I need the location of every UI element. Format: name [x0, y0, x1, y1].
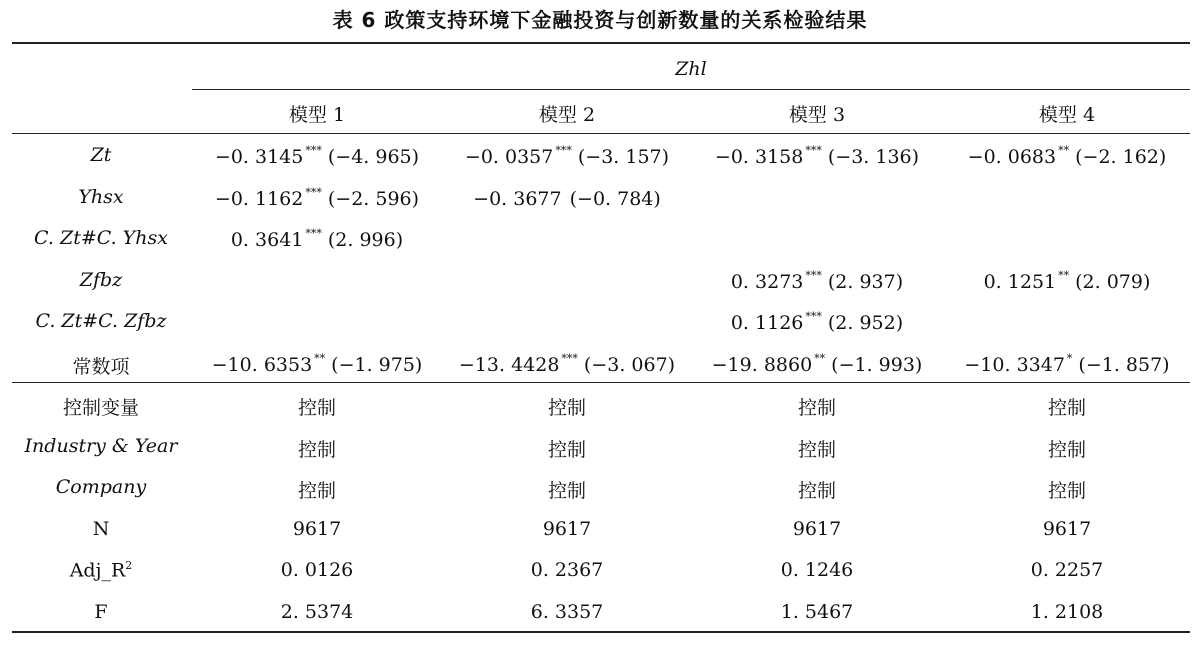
row-label: [12, 393, 190, 420]
t-statistic: (−2. 596): [327, 187, 420, 210]
coefficient-cell: [192, 227, 442, 251]
coefficient-value: −10. 6353: [211, 353, 313, 376]
coefficient-cell: [442, 186, 692, 210]
statistic-cell: 控制: [797, 397, 836, 419]
coefficient-value: −10. 3347: [964, 353, 1065, 376]
row-label-text: Zfbz: [79, 268, 123, 291]
t-statistic: (−3. 157): [577, 146, 670, 168]
t-statistic: (2. 996): [327, 229, 404, 251]
statistic-cell: 0. 0126: [280, 559, 354, 581]
statistic-cell: 控制: [297, 480, 336, 502]
coefficient-value: −0. 3158: [714, 146, 804, 168]
statistic-cell: 6. 3357: [530, 600, 604, 623]
significance-stars: **: [314, 351, 326, 365]
significance-stars: ***: [805, 268, 822, 282]
significance-stars: **: [814, 351, 826, 365]
statistic-cell: 控制: [1047, 397, 1086, 419]
coefficient-cell: [942, 352, 1192, 376]
row-label: [12, 144, 190, 166]
t-statistic: (−1. 857): [1078, 353, 1170, 376]
header-bottom-rule: [12, 133, 1190, 134]
coefficient-cell: [442, 352, 692, 376]
model-3-header: 模型 3: [788, 104, 846, 126]
superscript: 2: [125, 559, 133, 572]
header-sub-rule: [192, 89, 1190, 90]
coefficient-value: −0. 0357: [464, 146, 554, 168]
row-label-text: C. Zt#C. Zfbz: [35, 310, 167, 332]
significance-stars: **: [1058, 144, 1070, 157]
t-statistic: (2. 937): [827, 270, 904, 293]
significance-stars: ***: [561, 351, 578, 365]
coefficient-cell: [942, 144, 1192, 168]
coefficient-cell: [192, 144, 442, 168]
row-label: [12, 518, 190, 540]
coefficient-value: −0. 3145: [214, 146, 304, 168]
statistic-cell: 控制: [1047, 438, 1086, 461]
significance-stars: ***: [305, 144, 322, 157]
row-label-text: Zt: [90, 144, 112, 166]
row-label-text: C. Zt#C. Yhsx: [34, 227, 168, 249]
statistic-cell: 0. 2257: [1030, 559, 1104, 581]
t-statistic: (−3. 136): [827, 146, 920, 168]
statistic-cell: 控制: [547, 480, 586, 502]
coefficient-cell: [692, 352, 942, 376]
coefficient-cell: [942, 269, 1192, 293]
row-label-text: F: [94, 600, 108, 623]
row-label: [12, 269, 190, 291]
model-1-header: 模型 1: [288, 104, 346, 126]
statistic-cell: 0. 2367: [530, 559, 604, 581]
statistic-cell: 9617: [542, 517, 592, 540]
dependent-variable-header: Zhl: [675, 58, 707, 80]
statistic-cell: 控制: [547, 438, 586, 461]
t-statistic: (−1. 975): [331, 353, 423, 376]
t-statistic: (−0. 784): [569, 187, 661, 210]
model-2-header: 模型 2: [538, 104, 596, 126]
row-label-text: 控制变量: [62, 397, 139, 419]
row-label: [12, 186, 190, 208]
significance-stars: **: [1058, 268, 1070, 282]
statistic-cell: 2. 5374: [280, 600, 354, 623]
coefficient-cell: [692, 269, 942, 293]
t-statistic: (−4. 965): [327, 146, 420, 168]
significance-stars: ***: [555, 144, 572, 157]
coefficient-value: 0. 1251: [983, 270, 1057, 293]
statistic-cell: 9617: [792, 517, 842, 540]
statistic-cell: 9617: [1042, 517, 1092, 540]
significance-stars: ***: [805, 310, 822, 323]
coefficient-cell: [192, 352, 442, 376]
row-label-text: Industry & Year: [24, 434, 178, 457]
bottom-rule: [12, 631, 1190, 633]
coefficient-value: −13. 4428: [458, 353, 560, 376]
statistic-cell: 控制: [547, 397, 586, 419]
statistic-cell: 1. 5467: [780, 600, 854, 623]
statistic-cell: 控制: [297, 397, 336, 419]
statistic-cell: 0. 1246: [780, 559, 854, 581]
row-label: [12, 352, 190, 379]
row-label-text: Company: [55, 476, 147, 498]
row-label: [12, 601, 190, 623]
significance-stars: ***: [805, 144, 822, 157]
t-statistic: (−2. 162): [1075, 146, 1167, 168]
middle-rule: [12, 382, 1190, 383]
row-label: [12, 310, 190, 332]
row-label: [12, 435, 190, 457]
coefficient-cell: [192, 186, 442, 210]
significance-stars: *: [1066, 351, 1073, 365]
table-title: 表 6 政策支持环境下金融投资与创新数量的关系检验结果: [332, 8, 868, 32]
coefficient-cell: [692, 144, 942, 168]
row-label-text: Yhsx: [78, 185, 124, 208]
statistic-cell: 1. 2108: [1030, 600, 1104, 623]
row-label: [12, 559, 190, 581]
top-rule: [12, 42, 1190, 44]
significance-stars: ***: [305, 185, 322, 199]
t-statistic: (−3. 067): [583, 353, 676, 376]
coefficient-value: −19. 8860: [711, 353, 813, 376]
t-statistic: (−1. 993): [831, 353, 923, 376]
coefficient-value: 0. 3273: [730, 270, 804, 293]
statistic-cell: 控制: [797, 480, 836, 502]
t-statistic: (2. 079): [1075, 270, 1151, 293]
coefficient-value: −0. 0683: [967, 146, 1057, 168]
row-label: [12, 227, 190, 249]
statistic-cell: 控制: [297, 438, 336, 461]
significance-stars: ***: [305, 227, 322, 240]
coefficient-value: −0. 1162: [214, 187, 304, 210]
row-label-text: Adj_R: [69, 559, 126, 582]
row-label: [12, 476, 190, 498]
row-label-text: 常数项: [72, 355, 130, 378]
t-statistic: (2. 952): [827, 312, 904, 334]
statistic-cell: 控制: [797, 438, 836, 461]
model-4-header: 模型 4: [1038, 104, 1096, 126]
statistic-cell: 9617: [292, 517, 342, 540]
coefficient-value: 0. 1126: [730, 312, 804, 334]
coefficient-value: 0. 3641: [230, 229, 304, 251]
row-label-text: N: [92, 517, 110, 540]
coefficient-cell: [692, 310, 942, 334]
coefficient-value: −0. 3677: [473, 187, 562, 210]
coefficient-cell: [442, 144, 692, 168]
statistic-cell: 控制: [1047, 480, 1086, 502]
